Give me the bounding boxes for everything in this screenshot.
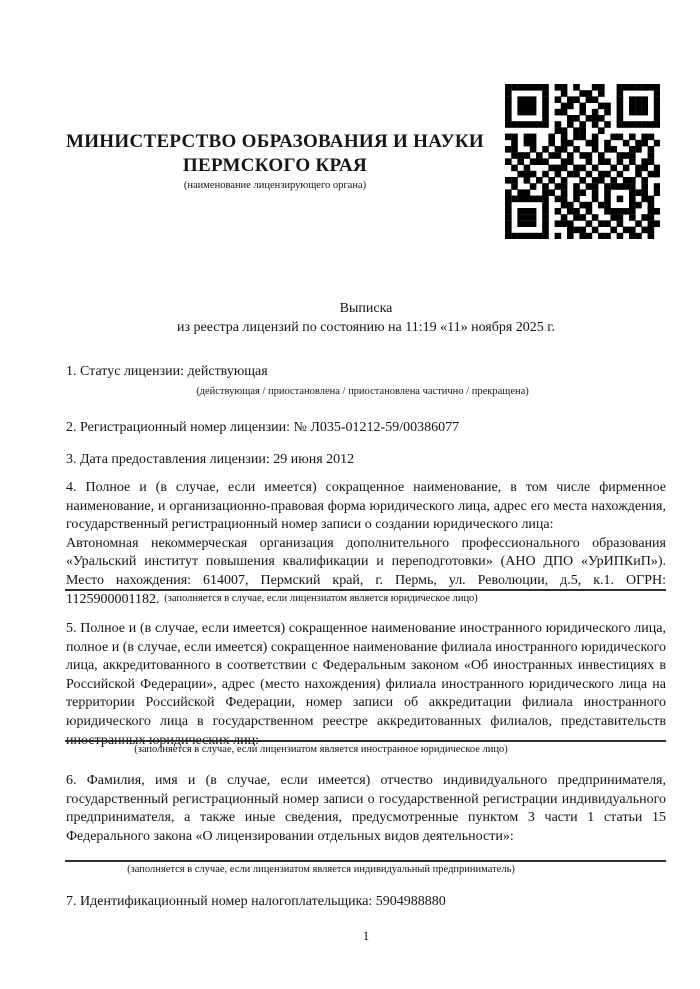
item-6-caption: (заполняется в случае, если лицензиатом является индивидуальный предприниматель) — [127, 864, 515, 875]
item-7-inn: 7. Идентификационный номер налогоплательщика: 5904988880 — [66, 894, 446, 909]
item-5-divider-rule — [65, 740, 666, 742]
item-1-status: 1. Статус лицензии: действующая — [66, 364, 268, 379]
extract-title-block — [66, 300, 666, 337]
ministry-header-caption: (наименование лицензирующего органа) — [183, 180, 367, 191]
item-4-value: Автономная некоммерческая организация дополнительного профессионального образования «Уральский институт повышения квалификации и переподготовки» (АНО ДПО «УрИПКиП»). Место нахождения: 614007, Пермский край, г. Пермь, ул. Революции, д.5, к.1. ОГРН: 1125900001182. — [66, 535, 666, 607]
page-number: 1 — [362, 928, 370, 943]
ministry-name-line2: ПЕРМСКОГО КРАЯ — [182, 155, 368, 176]
item-4-caption: (заполняется в случае, если лицензиатом является юридическое лицо) — [164, 593, 478, 604]
item-6-entrepreneur-label: 6. Фамилия, имя и (в случае, если имеется) отчество индивидуального предпринимателя, государственный регистрационный номер записи о государственной регистрации индивидуального предпринимателя, а также иные сведения, предусмотренные пунктом 3 части 1 статьи 15 Федерального закона «О лицензировании отдельных видов деятельности»: — [66, 773, 666, 844]
item-5-foreign-entity-label: 5. Полное и (в случае, если имеется) сокращенное наименование иностранного юридического лица, полное и (в случае, если имеется) сокращенное наименование филиала иностранного юридического лица, аккредитованного в соответствии с Федеральным законом «Об иностранных инвестициях в Российской Федерации», адрес (место нахождения) филиала иностранного юридического лица на территории Российской Федерации, номер записи об аккредитации филиала иностранного юридического лица в государственном реестре аккредитованных филиалов, представительств иностранных юридических лиц: — [66, 621, 666, 748]
ministry-name-line1: МИНИСТЕРСТВО ОБРАЗОВАНИЯ И НАУКИ — [65, 131, 485, 152]
ministry-header — [42, 130, 508, 193]
item-6-divider-rule — [65, 860, 666, 862]
extract-title: Выписка — [339, 301, 393, 316]
extract-subtitle: из реестра лицензий по состоянию на 11:19 «11» ноября 2025 г. — [177, 319, 555, 335]
item-4-divider-rule — [65, 589, 666, 591]
item-2-license-number: 2. Регистрационный номер лицензии: № Л035-01212-59/00386077 — [66, 420, 460, 435]
item-1-caption: (действующая / приостановлена / приостановлена частично / прекращена) — [196, 386, 529, 397]
item-4-label: 4. Полное и (в случае, если имеется) сокращенное наименование, в том числе фирменное наименование, и организационно-правовая форма юридического лица, адрес его места нахождения, государственный регистрационный номер записи о создании юридического лица: — [66, 480, 666, 533]
item-5-caption: (заполняется в случае, если лицензиатом является иностранное юридическое лицо) — [134, 744, 508, 755]
qr-code — [505, 84, 660, 239]
item-3-license-date: 3. Дата предоставления лицензии: 29 июня 2012 — [66, 452, 355, 467]
